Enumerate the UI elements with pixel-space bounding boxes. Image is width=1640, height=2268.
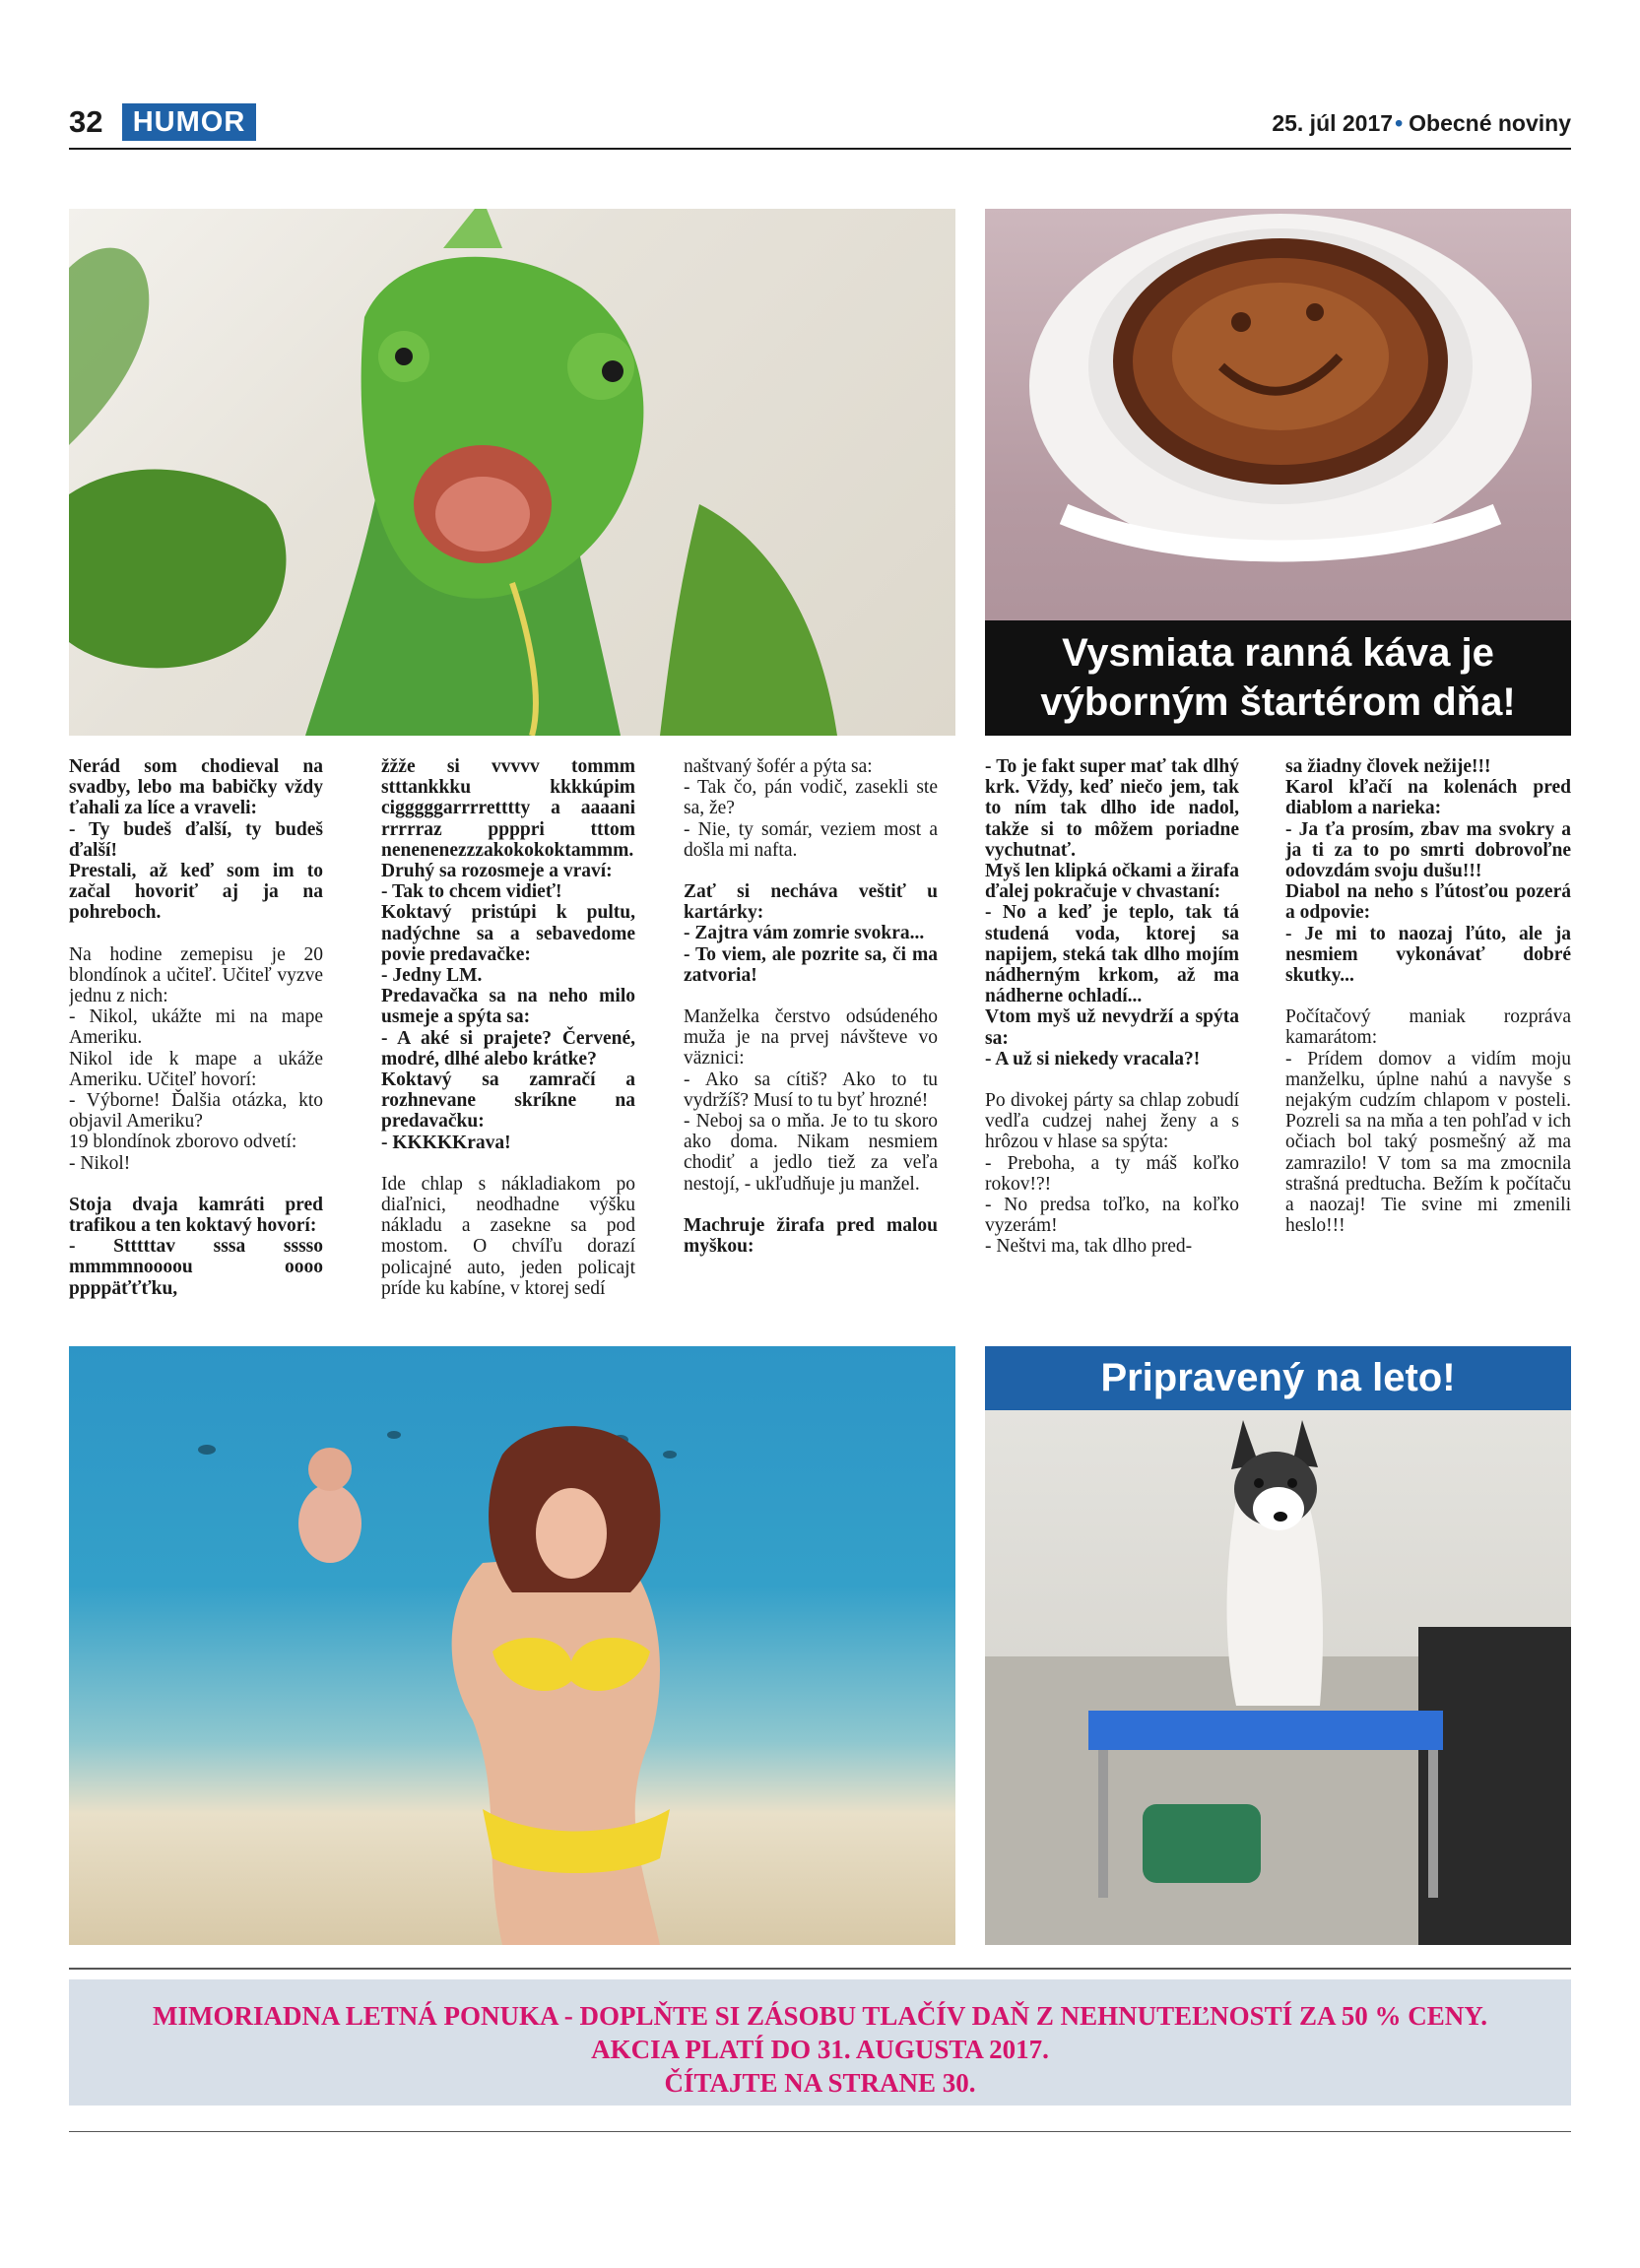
joke-text: - Výborne! Ďalšia otázka, kto objavil Ameriku? xyxy=(69,1090,323,1133)
joke-text: - Nie, ty somár, veziem most a došla mi nafta. xyxy=(684,818,938,861)
publication-name: Obecné noviny xyxy=(1409,110,1571,136)
promo-line-1: MIMORIADNA LETNÁ PONUKA - DOPLŇTE SI ZÁSOBU TLAČÍV DAŇ Z NEHNUTEĽNOSTÍ ZA 50 % CENY. xyxy=(153,2001,1487,2031)
joke-text: - Nikol, ukážte mi na mape Ameriku. xyxy=(69,1006,323,1049)
joke-text: Prestali, až keď som im to začal hovoriť aj ja na pohreboch. xyxy=(69,861,323,924)
joke-text: - Neboj sa o mňa. Je to tu skoro ako doma. Nikam nesmiem chodiť a jedlo tiež za veľa nestojí, - ukľudňuje ju manžel. xyxy=(684,1111,938,1195)
joke-text: - Prídem domov a vidím moju manželku, úplne nahú a navyše s nejakým cudzím chlapom v posteli. Pozreli sa na mňa a ten pohľad v ich očiach bol taký posmešný až ma zamrazilo! V tom sa ma zmocnila strašná predtucha. Bežím k počítaču a naozaj! Tie svine mi zmenili heslo!!! xyxy=(1285,1048,1571,1237)
banner-divider-bottom xyxy=(69,2131,1571,2132)
article-column-1 xyxy=(69,756,323,1337)
joke-text: žžže si vvvvv tommm stttankkku kkkkúpim cigggggarrrretttty a aaaani rrrrraz ppppri tttom nenenenezzzakokokoktammm. xyxy=(381,756,635,861)
joke-text: - KKKKKrava! xyxy=(381,1132,511,1153)
beach-photo xyxy=(69,1346,955,1945)
joke-text: - A už si niekedy vracala?! xyxy=(985,1048,1201,1069)
joke-text: Druhý sa rozosmeje a vraví: xyxy=(381,861,613,882)
joke-text: Manželka čerstvo odsúdeného muža je na prvej návšteve vo väznici: xyxy=(684,1006,938,1069)
promo-line-3: ČÍTAJTE NA STRANE 30. xyxy=(664,2068,976,2098)
joke-text: - Ty budeš ďalší, ty budeš ďalší! xyxy=(69,818,323,861)
joke-text: sa žiadny človek nežije!!! xyxy=(1285,756,1491,777)
issue-info xyxy=(1272,110,1571,137)
joke-text: Počítačový maniak rozpráva kamarátom: xyxy=(1285,1006,1571,1049)
joke-text: Koktavý pristúpi k pultu, nadýchne sa a sebavedome povie predavačke: xyxy=(381,902,635,965)
joke-text: Diabol na neho s ľútosťou pozerá a odpovie: xyxy=(1285,881,1571,924)
joke-text: - Ja ťa prosím, zbav ma svokry a ja ti za to po smrti dobrovoľne odovzdám svoju dušu!!! xyxy=(1285,818,1571,882)
page-number: 32 xyxy=(69,104,103,139)
joke-text: Predavačka sa na neho milo usmeje a spýta sa: xyxy=(381,986,635,1028)
article-column-2 xyxy=(381,756,635,1337)
joke-text: - To viem, ale pozrite sa, či ma zatvoria! xyxy=(684,943,938,986)
joke-text: - Tak čo, pán vodič, zasekli ste sa, že? xyxy=(684,777,938,819)
joke-text: Karol kľačí na kolenách pred diablom a narieka: xyxy=(1285,777,1571,819)
issue-date: 25. júl 2017 xyxy=(1272,110,1394,136)
joke-text: Nikol ide k mape a ukáže Ameriku. Učiteľ hovorí: xyxy=(69,1048,323,1090)
joke-text: - A aké si prajete? Červené, modré, dlhé alebo krátke? xyxy=(381,1027,635,1069)
header-divider xyxy=(69,148,1571,150)
joke-text: - Neštvi ma, tak dlho pred- xyxy=(985,1236,1193,1258)
joke-text: Po divokej párty sa chlap zobudí vedľa cudzej nahej ženy a s hrôzou v hlase sa spýta: xyxy=(985,1090,1239,1153)
joke-text: Nerád som chodieval na svadby, lebo ma babičky vždy ťahali za líce a vraveli: xyxy=(69,756,323,819)
groomed-husky-photo xyxy=(985,1410,1571,1945)
joke-text: Myš len klipká očkami a žirafa ďalej pokračuje v chvastaní: xyxy=(985,861,1239,903)
joke-text: - To je fakt super mať tak dlhý krk. Vždy, keď niečo jem, tak to ním tak dlho ide nadol, takže si to môžem poriadne vychutnať. xyxy=(985,756,1239,861)
joke-text: - Jedny LM. xyxy=(381,965,483,987)
bullet-icon: • xyxy=(1395,110,1404,136)
joke-text: 19 blondínok zborovo odvetí: xyxy=(69,1132,297,1153)
joke-text: Zať si necháva veštiť u kartárky: xyxy=(684,881,938,924)
section-label: HUMOR xyxy=(122,103,256,141)
chameleon-photo xyxy=(69,209,955,736)
article-column-4 xyxy=(985,756,1239,1337)
coffee-caption xyxy=(985,620,1571,736)
promo-line-2: AKCIA PLATÍ DO 31. AUGUSTA 2017. xyxy=(591,2035,1049,2064)
joke-text: - No a keď je teplo, tak tá studená voda, ktorej sa napijem, steká tak dlho mojím nádherným krkom, až ma nádherne ochladí... xyxy=(985,902,1239,1007)
coffee-caption-line1: Vysmiata ranná káva je xyxy=(1062,631,1494,675)
joke-text: - Zajtra vám zomrie svokra... xyxy=(684,923,925,944)
joke-text: Machruje žirafa pred malou myškou: xyxy=(684,1214,938,1258)
promo-banner xyxy=(69,1979,1571,2106)
joke-text: Ide chlap s nákladiakom po diaľnici, neodhadne výšku nákladu a zasekne sa pod mostom. O chvíľu dorazí policajné auto, jeden policajt príde ku kabíne, v ktorej sedí xyxy=(381,1173,635,1299)
joke-text: - Je mi to naozaj ľúto, ale ja nesmiem vykonávať dobré skutky... xyxy=(1285,923,1571,987)
joke-text: Vtom myš už nevydrží a spýta sa: xyxy=(985,1006,1239,1049)
joke-text: Koktavý sa zamračí a rozhnevane skríkne na predavačku: xyxy=(381,1069,635,1133)
joke-text: - No predsa toľko, na koľko vyzerám! xyxy=(985,1195,1239,1237)
joke-text: - Nikol! xyxy=(69,1152,131,1174)
banner-divider-top xyxy=(69,1968,1571,1970)
joke-text: - Tak to chcem vidieť! xyxy=(381,881,562,903)
coffee-caption-line2: výborným štartérom dňa! xyxy=(1040,680,1516,724)
joke-text: - Ako sa cítiš? Ako to tu vydržíš? Musí to tu byť hrozné! xyxy=(684,1069,938,1111)
article-column-5 xyxy=(1285,756,1571,1337)
article-column-3 xyxy=(684,756,938,1337)
joke-text: naštvaný šofér a pýta sa: xyxy=(684,756,873,777)
joke-text: - Stttttav sssa sssso mmmmnoooou oooo ppppäťťťku, xyxy=(69,1236,323,1299)
joke-text: Stoja dvaja kamráti pred trafikou a ten koktavý hovorí: xyxy=(69,1194,323,1237)
joke-text: - Preboha, a ty máš koľko rokov!?! xyxy=(985,1152,1239,1195)
joke-text: Na hodine zemepisu je 20 blondínok a učiteľ. Učiteľ vyzve jednu z nich: xyxy=(69,943,323,1007)
dog-caption: Pripravený na leto! xyxy=(985,1346,1571,1410)
